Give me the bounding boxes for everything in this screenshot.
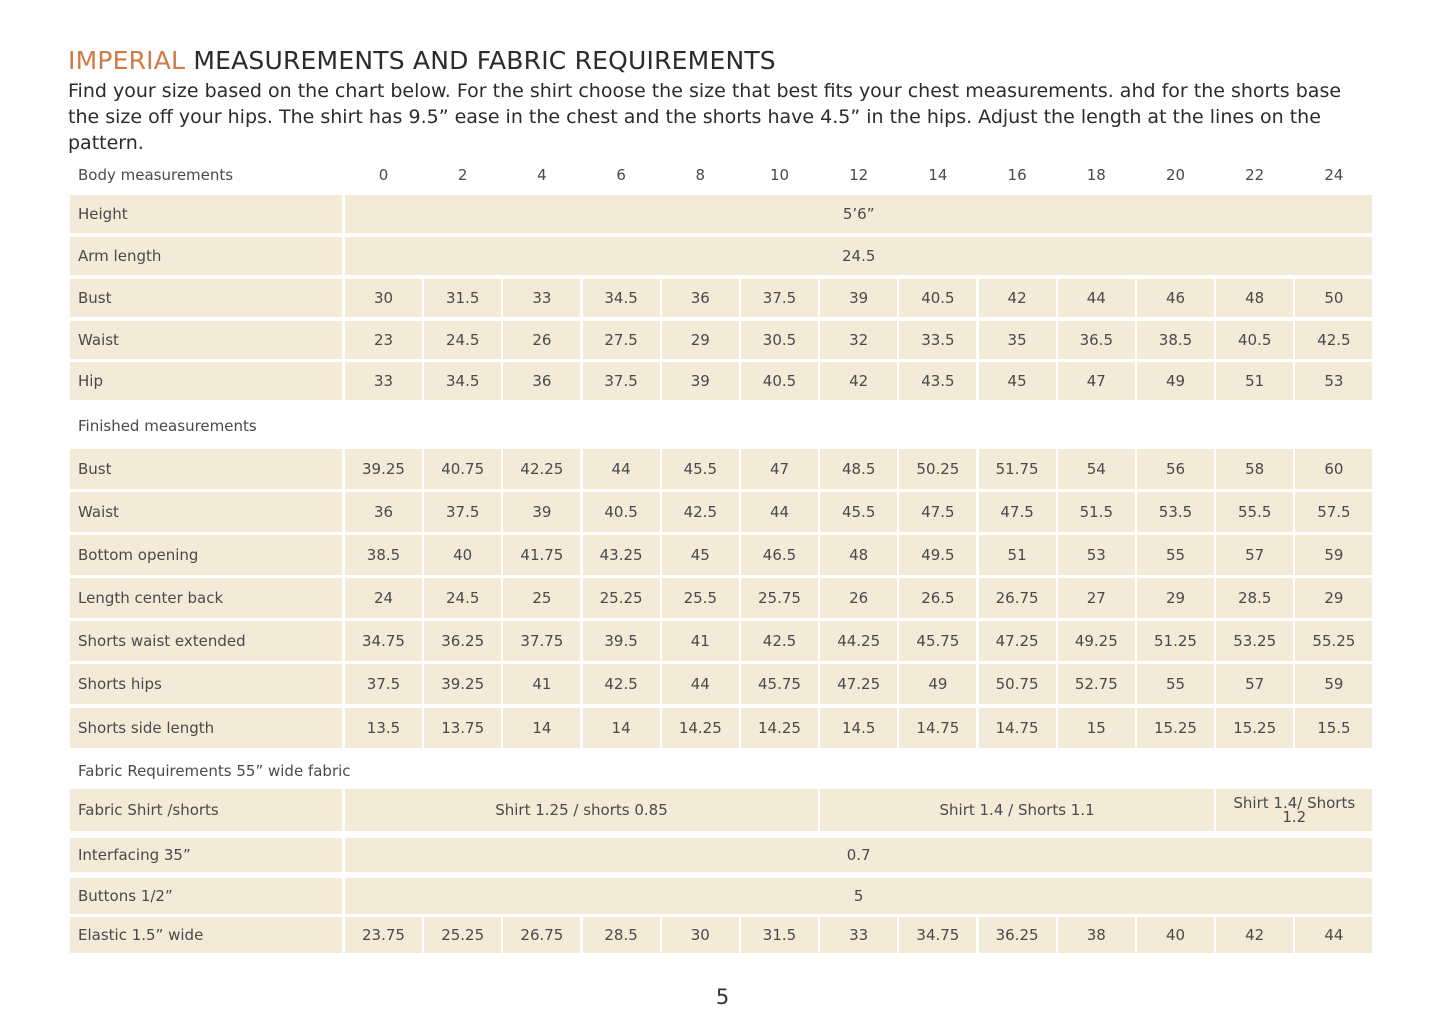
value-cell: 30: [345, 279, 422, 317]
value-cell: 55.5: [1216, 492, 1293, 532]
size-header: 18: [1086, 166, 1106, 184]
value-cell: 49.25: [1058, 621, 1135, 661]
value-cell: 37.5: [583, 362, 660, 400]
value-cell: 26.75: [979, 578, 1056, 618]
value-cell: 42.5: [583, 664, 660, 704]
value-cell: 13.75: [424, 708, 501, 748]
value-cell: 25.25: [583, 578, 660, 618]
value-cell: 56: [1137, 449, 1214, 489]
value-cell: 52.75: [1058, 664, 1135, 704]
value-cell: 44: [662, 664, 739, 704]
value-cell: 30.5: [741, 321, 818, 359]
row-label: Buttons 1/2”: [70, 878, 342, 914]
value-cell: 14.25: [662, 708, 739, 748]
size-header: 0: [378, 166, 389, 184]
section-heading: Fabric Requirements 55” wide fabric: [78, 762, 351, 780]
value-cell: 42.5: [741, 621, 818, 661]
value-cell: 47.5: [899, 492, 976, 532]
row-label: Shorts waist extended: [70, 621, 342, 661]
value-cell: 14.75: [979, 708, 1056, 748]
value-cell: 51: [979, 535, 1056, 575]
value-cell: 42: [1216, 917, 1293, 953]
value-cell: 47: [741, 449, 818, 489]
value-cell: 53.5: [1137, 492, 1214, 532]
value-cell: 28.5: [1216, 578, 1293, 618]
span-value-cell: 5’6”: [345, 195, 1372, 233]
value-cell: 37.75: [503, 621, 580, 661]
value-cell: 40.5: [1216, 321, 1293, 359]
value-cell: 25.5: [662, 578, 739, 618]
value-cell: 29: [662, 321, 739, 359]
value-cell: 28.5: [583, 917, 660, 953]
value-cell: 59: [1295, 664, 1372, 704]
value-cell: 44: [1295, 917, 1372, 953]
section-heading: Finished measurements: [78, 417, 257, 435]
value-cell: 30: [662, 917, 739, 953]
value-cell: 45.5: [662, 449, 739, 489]
value-cell: 55.25: [1295, 621, 1372, 661]
row-label: Length center back: [70, 578, 342, 618]
value-cell: 49: [899, 664, 976, 704]
value-cell: 42: [820, 362, 897, 400]
value-cell: 32: [820, 321, 897, 359]
value-cell: 50.25: [899, 449, 976, 489]
value-cell: 27.5: [583, 321, 660, 359]
value-cell: 44.25: [820, 621, 897, 661]
value-cell: 42: [979, 279, 1056, 317]
value-cell: 15.5: [1295, 708, 1372, 748]
span-value-cell: 0.7: [345, 838, 1372, 872]
value-cell: 26: [503, 321, 580, 359]
value-cell: 51: [1216, 362, 1293, 400]
row-label: Shorts hips: [70, 664, 342, 704]
value-cell: 44: [583, 449, 660, 489]
value-cell: 26: [820, 578, 897, 618]
value-cell: 42.5: [1295, 321, 1372, 359]
value-cell: 40.75: [424, 449, 501, 489]
value-cell: 38: [1058, 917, 1135, 953]
value-cell: 24.5: [424, 578, 501, 618]
group-value-cell: Shirt 1.25 / shorts 0.85: [345, 789, 818, 831]
value-cell: 57: [1216, 664, 1293, 704]
value-cell: 36: [345, 492, 422, 532]
value-cell: 33: [345, 362, 422, 400]
value-cell: 58: [1216, 449, 1293, 489]
value-cell: 31.5: [741, 917, 818, 953]
value-cell: 57.5: [1295, 492, 1372, 532]
value-cell: 50: [1295, 279, 1372, 317]
value-cell: 55: [1137, 535, 1214, 575]
row-label: Waist: [70, 492, 342, 532]
value-cell: 39.25: [345, 449, 422, 489]
value-cell: 35: [979, 321, 1056, 359]
size-header: 20: [1165, 166, 1186, 184]
value-cell: 51.25: [1137, 621, 1214, 661]
value-cell: 57: [1216, 535, 1293, 575]
value-cell: 48: [1216, 279, 1293, 317]
value-cell: 27: [1058, 578, 1135, 618]
value-cell: 45.75: [899, 621, 976, 661]
value-cell: 38.5: [1137, 321, 1214, 359]
value-cell: 23: [345, 321, 422, 359]
group-value-cell: Shirt 1.4/ Shorts 1.2: [1216, 789, 1372, 831]
value-cell: 37.5: [345, 664, 422, 704]
value-cell: 33: [820, 917, 897, 953]
row-label: Fabric Shirt /shorts: [70, 789, 342, 831]
value-cell: 14.5: [820, 708, 897, 748]
value-cell: 53.25: [1216, 621, 1293, 661]
size-header: 10: [769, 166, 790, 184]
value-cell: 48: [820, 535, 897, 575]
page-title: [68, 46, 776, 75]
value-cell: 44: [741, 492, 818, 532]
value-cell: 14: [503, 708, 580, 748]
value-cell: 46: [1137, 279, 1214, 317]
size-header: 14: [928, 166, 948, 184]
row-label: Interfacing 35”: [70, 838, 342, 872]
row-label: Hip: [70, 362, 342, 400]
value-cell: 36.5: [1058, 321, 1135, 359]
value-cell: 60: [1295, 449, 1372, 489]
value-cell: 33: [503, 279, 580, 317]
value-cell: 40.5: [899, 279, 976, 317]
row-label: Bust: [70, 449, 342, 489]
value-cell: 23.75: [345, 917, 422, 953]
value-cell: 40: [1137, 917, 1214, 953]
value-cell: 39: [503, 492, 580, 532]
group-value-cell: Shirt 1.4 / Shorts 1.1: [820, 789, 1214, 831]
row-label: Elastic 1.5” wide: [70, 917, 342, 953]
value-cell: 33.5: [899, 321, 976, 359]
value-cell: 40: [424, 535, 501, 575]
value-cell: 36.25: [979, 917, 1056, 953]
value-cell: 34.75: [345, 621, 422, 661]
size-header: 22: [1245, 166, 1265, 184]
value-cell: 34.5: [424, 362, 501, 400]
value-cell: 45.75: [741, 664, 818, 704]
value-cell: 26.5: [899, 578, 976, 618]
value-cell: 47: [1058, 362, 1135, 400]
value-cell: 39: [662, 362, 739, 400]
title-main: MEASUREMENTS AND FABRIC REQUIREMENTS: [185, 46, 776, 75]
intro-paragraph: Find your size based on the chart below. For the shirt choose the size that best fits your chest measurements. ahd for the shorts base the size off your hips. The shirt has 9.5” ease in the chest and the shorts have 4.5” in the hips. Adjust the length at the lines on the pattern.: [68, 80, 1342, 154]
value-cell: 54: [1058, 449, 1135, 489]
value-cell: 48.5: [820, 449, 897, 489]
value-cell: 36: [503, 362, 580, 400]
value-cell: 15: [1058, 708, 1135, 748]
value-cell: 41: [503, 664, 580, 704]
section-heading: Body measurements: [78, 166, 234, 184]
value-cell: 45: [979, 362, 1056, 400]
row-label: Height: [70, 195, 342, 233]
value-cell: 24.5: [424, 321, 501, 359]
value-cell: 25.75: [741, 578, 818, 618]
value-cell: 36: [662, 279, 739, 317]
value-cell: 25.25: [424, 917, 501, 953]
size-header: 24: [1324, 166, 1344, 184]
value-cell: 59: [1295, 535, 1372, 575]
value-cell: 36.25: [424, 621, 501, 661]
value-cell: 49.5: [899, 535, 976, 575]
row-label: Waist: [70, 321, 342, 359]
span-value-cell: 5: [345, 878, 1372, 914]
title-accent: IMPERIAL: [68, 46, 186, 75]
row-label: Bust: [70, 279, 342, 317]
value-cell: 50.75: [979, 664, 1056, 704]
value-cell: 49: [1137, 362, 1214, 400]
value-cell: 47.5: [979, 492, 1056, 532]
span-value-cell: 24.5: [345, 237, 1372, 275]
value-cell: 26.75: [503, 917, 580, 953]
value-cell: 37.5: [741, 279, 818, 317]
value-cell: 43.5: [899, 362, 976, 400]
value-cell: 53: [1295, 362, 1372, 400]
value-cell: 34.5: [583, 279, 660, 317]
value-cell: 45: [662, 535, 739, 575]
value-cell: 46.5: [741, 535, 818, 575]
value-cell: 39.25: [424, 664, 501, 704]
row-label: Bottom opening: [70, 535, 342, 575]
value-cell: 13.5: [345, 708, 422, 748]
value-cell: 51.75: [979, 449, 1056, 489]
value-cell: 42.5: [662, 492, 739, 532]
value-cell: 15.25: [1216, 708, 1293, 748]
value-cell: 42.25: [503, 449, 580, 489]
value-cell: 37.5: [424, 492, 501, 532]
value-cell: 15.25: [1137, 708, 1214, 748]
value-cell: 44: [1058, 279, 1135, 317]
value-cell: 47.25: [820, 664, 897, 704]
value-cell: 39: [820, 279, 897, 317]
value-cell: 31.5: [424, 279, 501, 317]
value-cell: 55: [1137, 664, 1214, 704]
value-cell: 53: [1058, 535, 1135, 575]
value-cell: 29: [1295, 578, 1372, 618]
value-cell: 43.25: [583, 535, 660, 575]
value-cell: 14: [583, 708, 660, 748]
size-header: 2: [457, 166, 468, 184]
value-cell: 14.25: [741, 708, 818, 748]
size-header: 4: [537, 166, 547, 184]
value-cell: 25: [503, 578, 580, 618]
value-cell: 41.75: [503, 535, 580, 575]
row-label: Shorts side length: [70, 708, 342, 748]
value-cell: 51.5: [1058, 492, 1135, 532]
value-cell: 34.75: [899, 917, 976, 953]
value-cell: 40.5: [583, 492, 660, 532]
size-header: 12: [849, 166, 869, 184]
value-cell: 24: [345, 578, 422, 618]
value-cell: 39.5: [583, 621, 660, 661]
page-number: 5: [715, 985, 730, 1009]
size-header: 6: [616, 166, 626, 184]
value-cell: 47.25: [979, 621, 1056, 661]
value-cell: 38.5: [345, 535, 422, 575]
size-header: 8: [695, 166, 706, 184]
size-header: 16: [1007, 166, 1027, 184]
value-cell: 14.75: [899, 708, 976, 748]
value-cell: 45.5: [820, 492, 897, 532]
row-label: Arm length: [70, 237, 342, 275]
value-cell: 41: [662, 621, 739, 661]
value-cell: 29: [1137, 578, 1214, 618]
value-cell: 40.5: [741, 362, 818, 400]
